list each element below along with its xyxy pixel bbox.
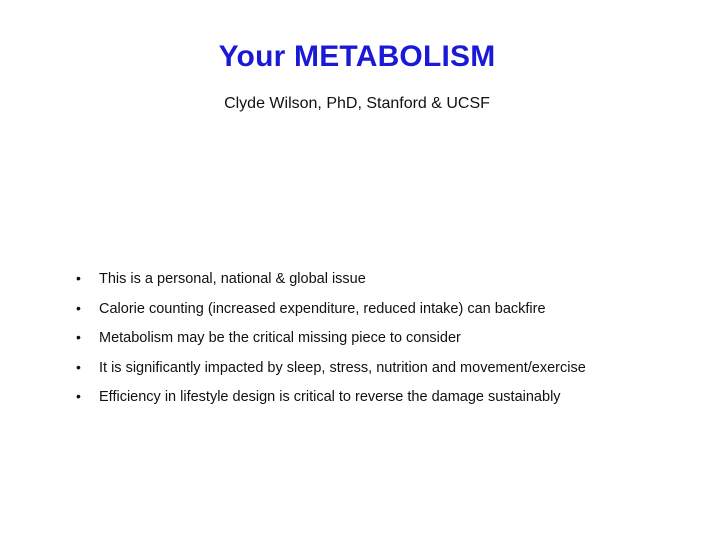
bullet-icon: •: [76, 270, 81, 286]
bullet-item: [76, 298, 586, 328]
bullet-text: It is significantly impacted by sleep, stress, nutrition and movement/exercise: [99, 359, 586, 376]
slide-subtitle: Clyde Wilson, PhD, Stanford & UCSF: [224, 95, 490, 112]
bullet-text: Metabolism may be the critical missing piece to consider: [99, 330, 461, 346]
bullet-icon: •: [76, 358, 81, 375]
bullet-item: [76, 327, 586, 357]
bullet-icon: •: [76, 388, 81, 404]
slide-title: Your METABOLISM: [218, 40, 496, 73]
bullet-list: [76, 268, 586, 416]
bullet-item: [76, 357, 586, 387]
bullet-icon: •: [76, 329, 81, 345]
bullet-icon: •: [76, 299, 81, 316]
bullet-text: This is a personal, national & global issue: [99, 271, 366, 287]
bullet-item: [76, 268, 586, 298]
bullet-text: Efficiency in lifestyle design is critical to reverse the damage sustainably: [99, 389, 561, 405]
bullet-item: [76, 386, 586, 416]
bullet-text: Calorie counting (increased expenditure, reduced intake) can backfire: [99, 300, 546, 317]
